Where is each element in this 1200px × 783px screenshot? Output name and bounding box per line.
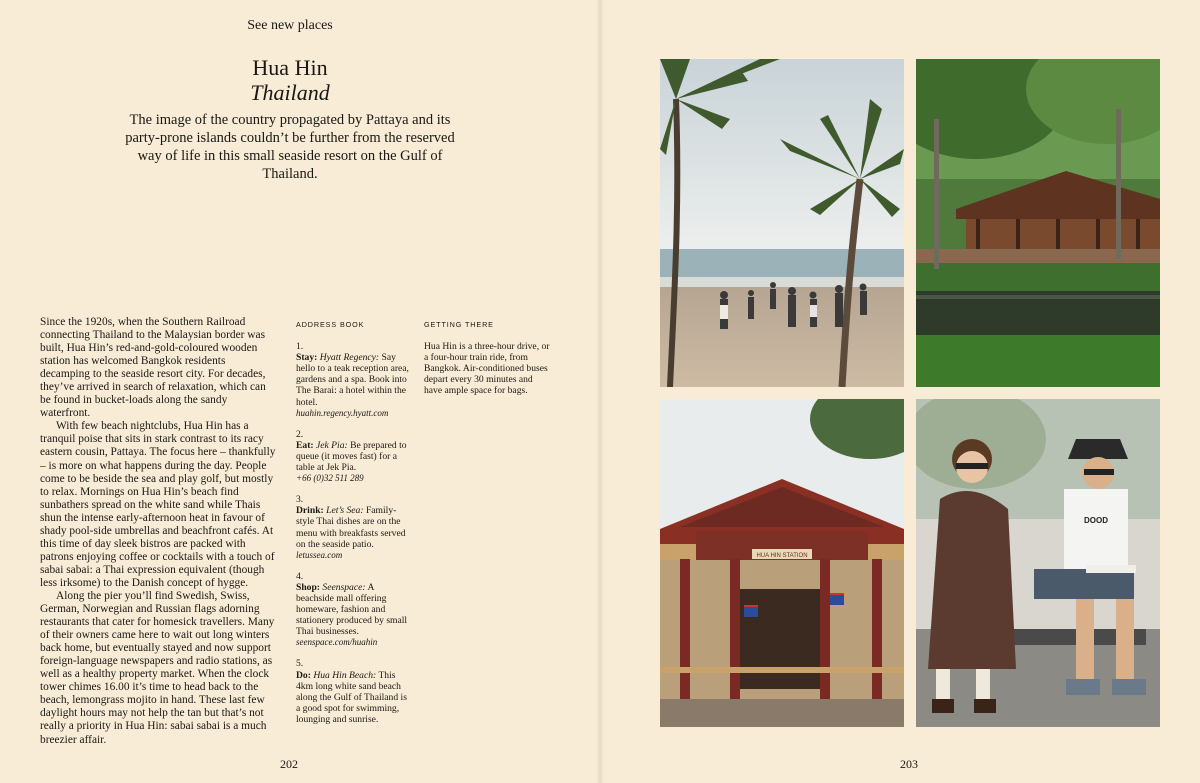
photo-beach — [660, 59, 904, 387]
photo-railway-station — [660, 399, 904, 727]
address-entry-do — [296, 658, 410, 725]
entry-number: 4. — [296, 570, 304, 582]
entry-description: Say hello to a teak reception area, gardens and a spa. Book into The Barai: a hotel within the hotel. — [296, 352, 409, 408]
entry-number: 1. — [296, 341, 304, 353]
entry-venue: Jek Pia: — [316, 439, 348, 451]
tshirt-print: DOOD — [1084, 516, 1108, 525]
address-book-heading: ADDRESS BOOK — [296, 320, 365, 329]
article-title: Hua Hin — [252, 55, 328, 80]
entry-label: Eat: — [296, 439, 314, 451]
entry-number: 2. — [296, 428, 304, 440]
entry-number: 5. — [296, 658, 304, 670]
entry-label: Stay: — [296, 352, 318, 364]
article-subtitle: Thailand — [250, 80, 330, 105]
body-text — [40, 316, 276, 747]
entry-venue: Seenspace: — [322, 581, 366, 593]
address-entry-eat — [296, 429, 410, 484]
photo-hotel-garden — [916, 59, 1160, 387]
page-number-right: 203 — [900, 757, 918, 771]
entry-url: letussea.com — [296, 549, 343, 560]
body-paragraph-1: Since the 1920s, when the Southern Railroad connecting Thailand to the Malaysian border was built, Hua Hin’s red-and-gold-coloured wooden station has welcomed Bangkok residents decamping to the seaside resort city. For decades, they’ve arrived in search of relaxation, which can be found in bucket-loads along the sandy waterfront. — [40, 316, 266, 420]
entry-description: Family-style Thai dishes are on the menu with breakfasts served on the seaside patio. — [296, 505, 406, 550]
entry-label: Shop: — [296, 581, 320, 593]
photo-couple — [916, 399, 1160, 727]
body-paragraph-3: Along the pier you’ll find Swedish, Swiss, German, Norwegian and Russian flags adorning restaurants that cater for homesick travellers. Many of their owners came here to wait out long winters back home, but eventually stayed and now support foreign-language newspapers and radio stations, as well as a healthy property market. When the clock tower chimes 16.00 it’s time to head back to the beach, lemongrass mojito in hand. These last few daylight hours may not help the tan but that’s not really a priority in Hua Hin: sabai sabai is a much breezier affair. — [40, 589, 275, 746]
getting-there — [424, 319, 550, 397]
address-book — [296, 319, 410, 735]
address-entry-drink — [296, 494, 410, 561]
entry-description: Be prepared to queue (it moves fast) for a table at Jek Pia. — [296, 439, 407, 474]
entry-description: A beachside mall offering homeware, fashion and stationery produced by small Thai businesses. — [296, 581, 408, 638]
body-paragraph-2: With few beach nightclubs, Hua Hin has a tranquil poise that sits in stark contrast to its racy eastern cousin, Pattaya. The focus here – thankfully – is more on what happens during the day. People come to be beside the sea and play golf, but mostly to relax. Mornings on Hua Hin’s beach find sunbathers spread on the white sand while Thais shun the intense early-afternoon heat in favour of shady pool-side umbrellas and beachfront cafés. At this time of day sleek bistros are packed with patrons enjoying coffee or cocktails with a touch of sabai sabai: a Thai expression equivalent (though less irksome) to the Danish concept of hygge. — [40, 420, 276, 589]
entry-label: Do: — [296, 669, 311, 681]
address-entry-stay — [296, 341, 410, 419]
section-kicker: See new places — [247, 18, 333, 33]
entry-url: huahin.regency.hyatt.com — [296, 407, 389, 418]
entry-venue: Hyatt Regency: — [319, 352, 380, 364]
entry-phone: +66 (0)32 511 289 — [296, 473, 364, 484]
address-entry-shop — [296, 571, 410, 649]
entry-description: This 4km long white sand beach along the Gulf of Thailand is a good spot for swimming, lounging and sunrise. — [296, 669, 407, 725]
entry-label: Drink: — [296, 505, 324, 517]
entry-venue: Let’s Sea: — [326, 505, 364, 517]
getting-there-text: Hua Hin is a three-hour drive, or a four-hour train ride, from Bangkok. Air-conditioned buses depart every 30 minutes and have ample space for bags. — [424, 341, 550, 397]
entry-url: seenspace.com/huahin — [296, 637, 378, 648]
entry-venue: Hua Hin Beach: — [313, 669, 377, 681]
page-number-left: 202 — [280, 757, 298, 771]
getting-there-heading: GETTING THERE — [424, 320, 494, 329]
station-sign: HUA HIN STATION — [756, 553, 808, 559]
standfirst: The image of the country propagated by Pattaya and its party-prone islands couldn’t be further from the reserved way of life in this small seaside resort on the Gulf of Thailand. — [125, 112, 455, 182]
right-page — [600, 0, 1200, 783]
entry-number: 3. — [296, 494, 304, 506]
